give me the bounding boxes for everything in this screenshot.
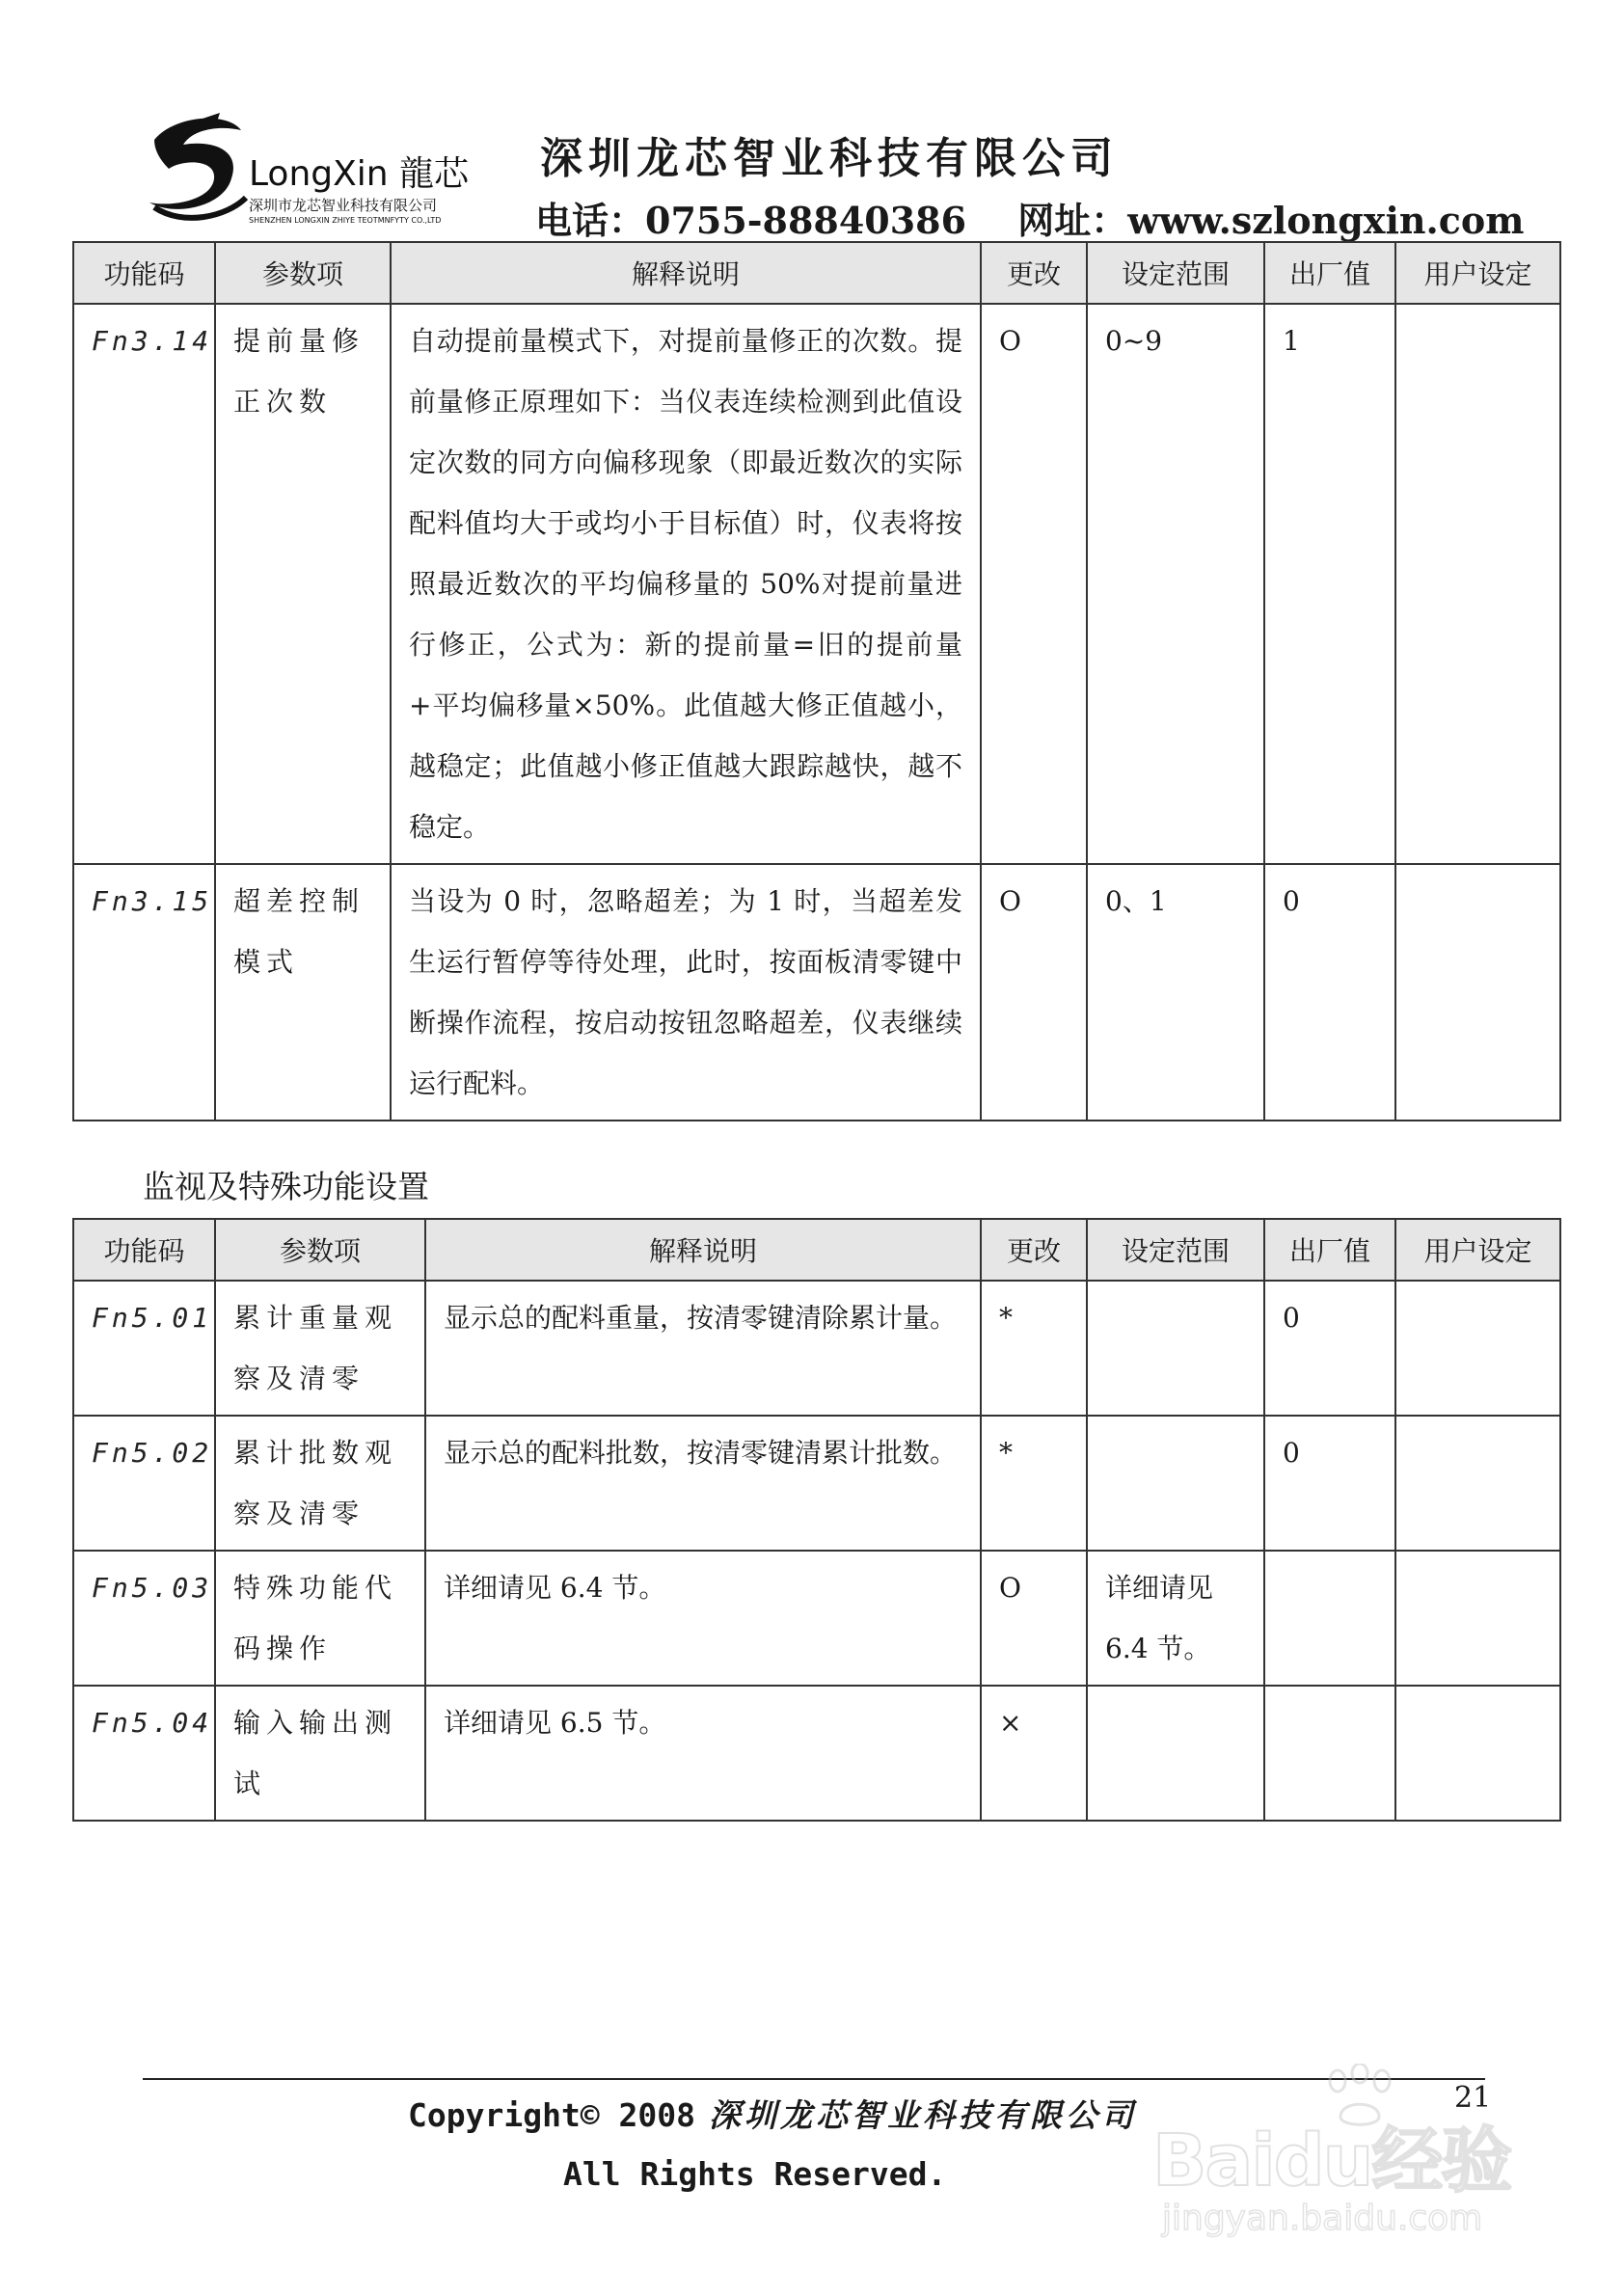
user-setting — [1395, 1551, 1560, 1686]
parameter-name: 超差控制模式 — [215, 864, 391, 1121]
function-code: Fn5.04 — [73, 1686, 215, 1821]
setting-range: 详细请见 6.4 节。 — [1087, 1551, 1264, 1686]
col-header-range: 设定范围 — [1087, 1219, 1264, 1281]
page-number: 21 — [1454, 2081, 1492, 2115]
copyright-line — [408, 2091, 1137, 2136]
change-flag: * — [981, 1281, 1087, 1416]
col-header-change: 更改 — [981, 1219, 1087, 1281]
watermark-sub: jingyan.baidu.com — [1162, 2199, 1483, 2238]
parameter-description: 显示总的配料批数，按清零键清累计批数。 — [425, 1416, 981, 1551]
col-header-default: 出厂值 — [1264, 242, 1395, 304]
user-setting — [1395, 864, 1560, 1121]
copyright-company: 深圳龙芯智业科技有限公司 — [709, 2096, 1138, 2134]
table-row — [73, 1686, 1560, 1821]
company-name-title: 深圳龙芯智业科技有限公司 — [540, 134, 1119, 183]
factory-default: 0 — [1264, 1416, 1395, 1551]
section-heading: 监视及特殊功能设置 — [143, 1168, 429, 1205]
setting-range: 0~9 — [1087, 304, 1264, 864]
parameter-table-2 — [72, 1218, 1561, 1822]
factory-default — [1264, 1686, 1395, 1821]
col-header-default: 出厂值 — [1264, 1219, 1395, 1281]
parameter-table-1 — [72, 241, 1561, 1121]
table-row — [73, 1551, 1560, 1686]
table-row — [73, 1281, 1560, 1416]
factory-default — [1264, 1551, 1395, 1686]
function-code: Fn3.14 — [73, 304, 215, 864]
parameter-description: 显示总的配料重量，按清零键清除累计量。 — [425, 1281, 981, 1416]
table-header-row — [73, 1219, 1560, 1281]
parameter-description: 详细请见 6.5 节。 — [425, 1686, 981, 1821]
table-row — [73, 304, 1560, 864]
copyright-text: Copyright© 2008 — [408, 2096, 696, 2134]
col-header-code: 功能码 — [73, 242, 215, 304]
page-header — [135, 106, 1525, 242]
watermark-main: Baidu经验 — [1152, 2120, 1511, 2202]
change-flag: * — [981, 1416, 1087, 1551]
company-logo — [135, 106, 521, 236]
function-code: Fn5.02 — [73, 1416, 215, 1551]
col-header-param: 参数项 — [215, 242, 391, 304]
factory-default: 0 — [1264, 1281, 1395, 1416]
table-row — [73, 864, 1560, 1121]
user-setting — [1395, 304, 1560, 864]
dragon-logo-icon — [135, 111, 260, 236]
user-setting — [1395, 1686, 1560, 1821]
factory-default: 1 — [1264, 304, 1395, 864]
user-setting — [1395, 1281, 1560, 1416]
phone-number: 电话：0755-88840386 — [535, 199, 967, 242]
change-flag: × — [981, 1686, 1087, 1821]
col-header-range: 设定范围 — [1087, 242, 1264, 304]
col-header-user: 用户设定 — [1395, 1219, 1560, 1281]
parameter-description: 自动提前量模式下，对提前量修正的次数。提前量修正原理如下：当仪表连续检测到此值设定次数的同方向偏移现象（即最近数次的实际配料值均大于或均小于目标值）时，仪表将按照最近数次的平均偏移量的 50%对提前量进行修正，公式为：新的提前量=旧的提前量+平均偏移量×50%。此值越大修正值越小，越稳定；此值越小修正值越大跟踪越快，越不稳定。 — [391, 304, 981, 864]
factory-default: 0 — [1264, 864, 1395, 1121]
change-flag: O — [981, 304, 1087, 864]
setting-range — [1087, 1416, 1264, 1551]
col-header-change: 更改 — [981, 242, 1087, 304]
function-code: Fn5.03 — [73, 1551, 215, 1686]
setting-range — [1087, 1281, 1264, 1416]
change-flag: O — [981, 864, 1087, 1121]
table-row — [73, 1416, 1560, 1551]
col-header-desc: 解释说明 — [391, 242, 981, 304]
col-header-user: 用户设定 — [1395, 242, 1560, 304]
parameter-description: 详细请见 6.4 节。 — [425, 1551, 981, 1686]
col-header-desc: 解释说明 — [425, 1219, 981, 1281]
function-code: Fn3.15 — [73, 864, 215, 1121]
change-flag: O — [981, 1551, 1087, 1686]
user-setting — [1395, 1416, 1560, 1551]
logo-company-cn: 深圳市龙芯智业科技有限公司 — [249, 197, 438, 214]
logo-company-en: SHENZHEN LONGXIN ZHIYE TEOTMNFYTY CO.,LTD — [249, 216, 442, 225]
contact-line — [535, 191, 1524, 244]
parameter-name: 提前量修正次数 — [215, 304, 391, 864]
baidu-watermark — [1152, 2064, 1557, 2256]
logo-brand-text: LongXin 龍芯 — [249, 154, 470, 194]
parameter-name: 累计重量观察及清零 — [215, 1281, 425, 1416]
function-code: Fn5.01 — [73, 1281, 215, 1416]
website-url: 网址：www.szlongxin.com — [1017, 199, 1525, 242]
setting-range — [1087, 1686, 1264, 1821]
col-header-code: 功能码 — [73, 1219, 215, 1281]
rights-reserved: All Rights Reserved. — [563, 2155, 947, 2193]
parameter-name: 累计批数观察及清零 — [215, 1416, 425, 1551]
col-header-param: 参数项 — [215, 1219, 425, 1281]
parameter-name: 特殊功能代码操作 — [215, 1551, 425, 1686]
parameter-description: 当设为 0 时，忽略超差；为 1 时，当超差发生运行暂停等待处理，此时，按面板清零键中断操作流程，按启动按钮忽略超差，仪表继续运行配料。 — [391, 864, 981, 1121]
table-header-row — [73, 242, 1560, 304]
setting-range: 0、1 — [1087, 864, 1264, 1121]
parameter-name: 输入输出测试 — [215, 1686, 425, 1821]
